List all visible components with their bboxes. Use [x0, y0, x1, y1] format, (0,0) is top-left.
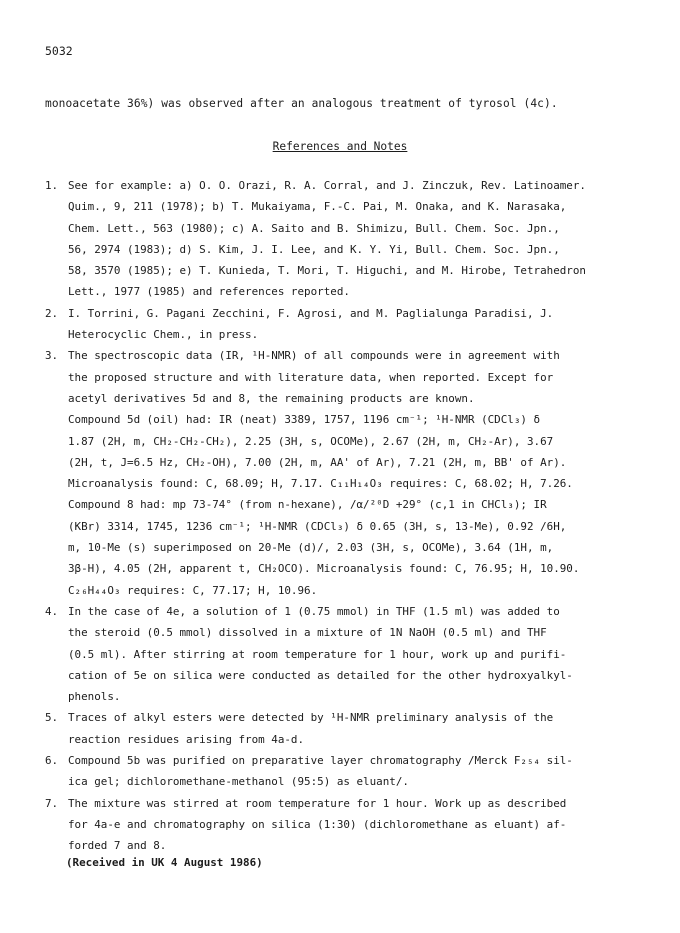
reference-item [45, 707, 650, 750]
reference-line: (0.5 ml). After stirring at room temperature for 1 hour, work up and purifi- [68, 647, 567, 661]
reference-line: The mixture was stirred at room temperature for 1 hour. Work up as described [68, 796, 567, 810]
reference-number: 4. [45, 604, 59, 618]
reference-line: Microanalysis found: C, 68.09; H, 7.17. C₁₁H₁₄O₃ requires: C, 68.02; H, 7.26. [68, 477, 573, 491]
reference-body [68, 175, 650, 303]
reference-line: (2H, t, J=6.5 Hz, CH₂-OH), 7.00 (2H, m, AA' of Ar), 7.21 (2H, m, BB' of Ar). [68, 455, 567, 469]
reference-line: 1.87 (2H, m, CH₂-CH₂-CH₂), 2.25 (3H, s, OCOMe), 2.67 (2H, m, CH₂-Ar), 3.67 [68, 434, 554, 448]
reference-line: m, 10-Me (s) superimposed on 20-Me (d)/, 2.03 (3H, s, OCOMe), 3.64 (1H, m, [68, 541, 554, 555]
references-heading [0, 140, 680, 153]
reference-line: the proposed structure and with literature data, when reported. Except for [68, 370, 554, 384]
received-date: (Received in UK 4 August 1986) [66, 856, 263, 869]
reference-number: 1. [45, 179, 59, 192]
reference-number: 7. [45, 796, 59, 810]
reference-line: for 4a-e and chromatography on silica (1:30) (dichloromethane as eluant) af- [68, 817, 567, 831]
reference-line: See for example: a) O. O. Orazi, R. A. Corral, and J. Zinczuk, Rev. Latinoamer. [68, 179, 586, 192]
reference-item [45, 345, 650, 601]
reference-body [68, 750, 650, 793]
reference-line: In the case of 4e, a solution of 1 (0.75 mmol) in THF (1.5 ml) was added to [68, 604, 560, 618]
reference-line: phenols. [68, 690, 121, 704]
reference-line: Traces of alkyl esters were detected by ¹H-NMR preliminary analysis of the [68, 711, 554, 725]
reference-line: forded 7 and 8. [68, 839, 167, 853]
reference-body [68, 345, 650, 601]
reference-item [45, 601, 650, 707]
reference-body [68, 793, 650, 857]
reference-line: 3β-H), 4.05 (2H, apparent t, CH₂OCO). Microanalysis found: C, 76.95; H, 10.90. [68, 562, 580, 576]
reference-number: 5. [45, 711, 59, 725]
references-heading-text: References and Notes [272, 140, 408, 153]
reference-line: cation of 5e on silica were conducted as detailed for the other hydroxyalkyl- [68, 668, 573, 682]
reference-item [45, 303, 650, 346]
reference-line: C₂₆H₄₄O₃ requires: C, 77.17; H, 10.96. [68, 583, 318, 597]
reference-number: 6. [45, 754, 59, 768]
reference-body [68, 601, 650, 707]
reference-item [45, 750, 650, 793]
reference-body [68, 707, 650, 750]
reference-line: Compound 5b was purified on preparative layer chromatography /Merck F₂₅₄ sil- [68, 754, 573, 768]
references-list [45, 175, 650, 857]
reference-line: Compound 8 had: mp 73-74° (from n-hexane), /α/²⁰D +29° (c,1 in CHCl₃); IR [68, 498, 547, 512]
reference-body [68, 303, 650, 346]
intro-line: monoacetate 36%) was observed after an analogous treatment of tyrosol (4c). [45, 97, 558, 110]
reference-line: reaction residues arising from 4a-d. [68, 732, 305, 746]
reference-number: 2. [45, 306, 59, 320]
reference-line: acetyl derivatives 5d and 8, the remaining products are known. [68, 391, 475, 405]
reference-line: 56, 2974 (1983); d) S. Kim, J. I. Lee, and K. Y. Yi, Bull. Chem. Soc. Jpn., [68, 242, 560, 256]
reference-line: 58, 3570 (1985); e) T. Kunieda, T. Mori, T. Higuchi, and M. Hirobe, Tetrahedron [68, 264, 586, 278]
reference-line: the steroid (0.5 mmol) dissolved in a mixture of 1N NaOH (0.5 ml) and THF [68, 626, 547, 640]
page-number: 5032 [45, 44, 73, 58]
reference-item [45, 175, 650, 303]
reference-line: The spectroscopic data (IR, ¹H-NMR) of all compounds were in agreement with [68, 349, 560, 363]
reference-number: 3. [45, 349, 59, 363]
reference-line: (KBr) 3314, 1745, 1236 cm⁻¹; ¹H-NMR (CDCl₃) δ 0.65 (3H, s, 13-Me), 0.92 /6H, [68, 519, 567, 533]
reference-line: Compound 5d (oil) had: IR (neat) 3389, 1757, 1196 cm⁻¹; ¹H-NMR (CDCl₃) δ [68, 413, 541, 427]
reference-line: ica gel; dichloromethane-methanol (95:5) as eluant/. [68, 775, 409, 789]
reference-line: Quim., 9, 211 (1978); b) T. Mukaiyama, F.-C. Pai, M. Onaka, and K. Narasaka, [68, 200, 567, 214]
reference-line: Chem. Lett., 563 (1980); c) A. Saito and B. Shimizu, Bull. Chem. Soc. Jpn., [68, 221, 560, 235]
reference-line: Heterocyclic Chem., in press. [68, 328, 259, 342]
reference-item [45, 793, 650, 857]
reference-line: Lett., 1977 (1985) and references reported. [68, 285, 350, 299]
reference-line: I. Torrini, G. Pagani Zecchini, F. Agrosi, and M. Paglialunga Paradisi, J. [68, 306, 554, 320]
